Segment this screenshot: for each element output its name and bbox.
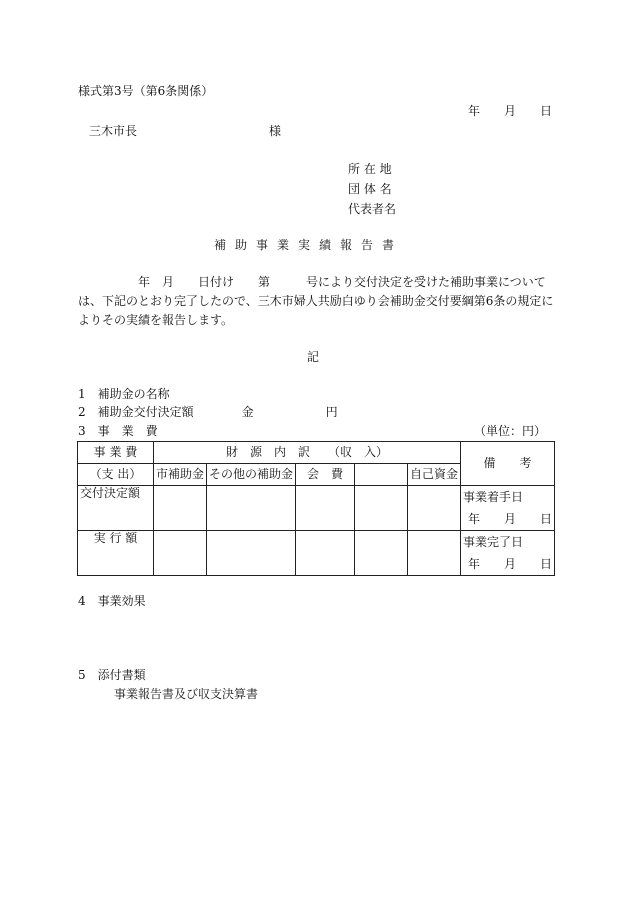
form-number: 様式第3号（第6条関係） xyxy=(78,84,214,98)
item-subsidy-amount: 2 補助金交付決定額 金 円 xyxy=(78,405,338,419)
header-remarks: 備 考 xyxy=(461,442,555,486)
row-actual-amount-label: 実 行 額 xyxy=(78,531,154,576)
header-blank xyxy=(355,464,408,486)
cell xyxy=(154,531,207,576)
address-label: 所 在 地 xyxy=(348,162,392,176)
cell xyxy=(207,486,296,531)
addressee: 三木市長 様 xyxy=(89,124,282,138)
start-date-label: 事業着手日 xyxy=(463,490,524,504)
body-text-line-2: は、下記のとおり完了したので、三木市婦人共励白ゆり会補助金交付要綱第6条の規定に xyxy=(78,294,554,308)
item-project-effect: 4 事業効果 xyxy=(78,594,146,608)
body-text-line-3: よりその実績を報告します。 xyxy=(78,313,234,327)
header-funding-breakdown: 財 源 内 訳 （収 入） xyxy=(154,442,461,464)
cell xyxy=(154,486,207,531)
organization-label: 団 体 名 xyxy=(348,182,392,196)
attachment-detail: 事業報告書及び収支決算書 xyxy=(114,687,259,701)
ki-heading: 記 xyxy=(307,350,320,364)
row-start-date-note xyxy=(461,486,555,531)
project-cost-table xyxy=(77,441,555,576)
end-date-label: 事業完了日 xyxy=(463,535,524,549)
representative-label: 代表者名 xyxy=(348,202,397,216)
item-subsidy-name: 1 補助金の名称 xyxy=(78,387,170,401)
header-city-subsidy: 市補助金 xyxy=(154,464,207,486)
cell xyxy=(296,486,355,531)
cell xyxy=(355,486,408,531)
header-membership-fee: 会 費 xyxy=(296,464,355,486)
cell xyxy=(355,531,408,576)
item-attachments: 5 添付書類 xyxy=(78,668,146,682)
unit-label: （単位：円） xyxy=(474,424,547,438)
cell xyxy=(408,531,461,576)
header-expense-sub: （支 出） xyxy=(78,464,154,486)
report-date: 年 月 日 xyxy=(468,104,553,118)
cell xyxy=(207,531,296,576)
document-title: 補助事業実績報告書 xyxy=(214,238,404,252)
body-text-line-1: 年 月 日付け 第 号により交付決定を受けた補助事業について xyxy=(138,275,546,289)
start-date-value: 年 月 日 xyxy=(468,512,553,526)
row-end-date-note xyxy=(461,531,555,576)
header-own-funds: 自己資金 xyxy=(408,464,461,486)
cell xyxy=(296,531,355,576)
cell xyxy=(408,486,461,531)
header-expense: 事 業 費 xyxy=(78,442,154,464)
item-project-cost: 3 事 業 費 xyxy=(78,424,158,438)
end-date-value: 年 月 日 xyxy=(468,557,553,571)
row-approved-amount-label: 交付決定額 xyxy=(78,486,154,531)
header-other-subsidy: その他の補助金 xyxy=(207,464,296,486)
